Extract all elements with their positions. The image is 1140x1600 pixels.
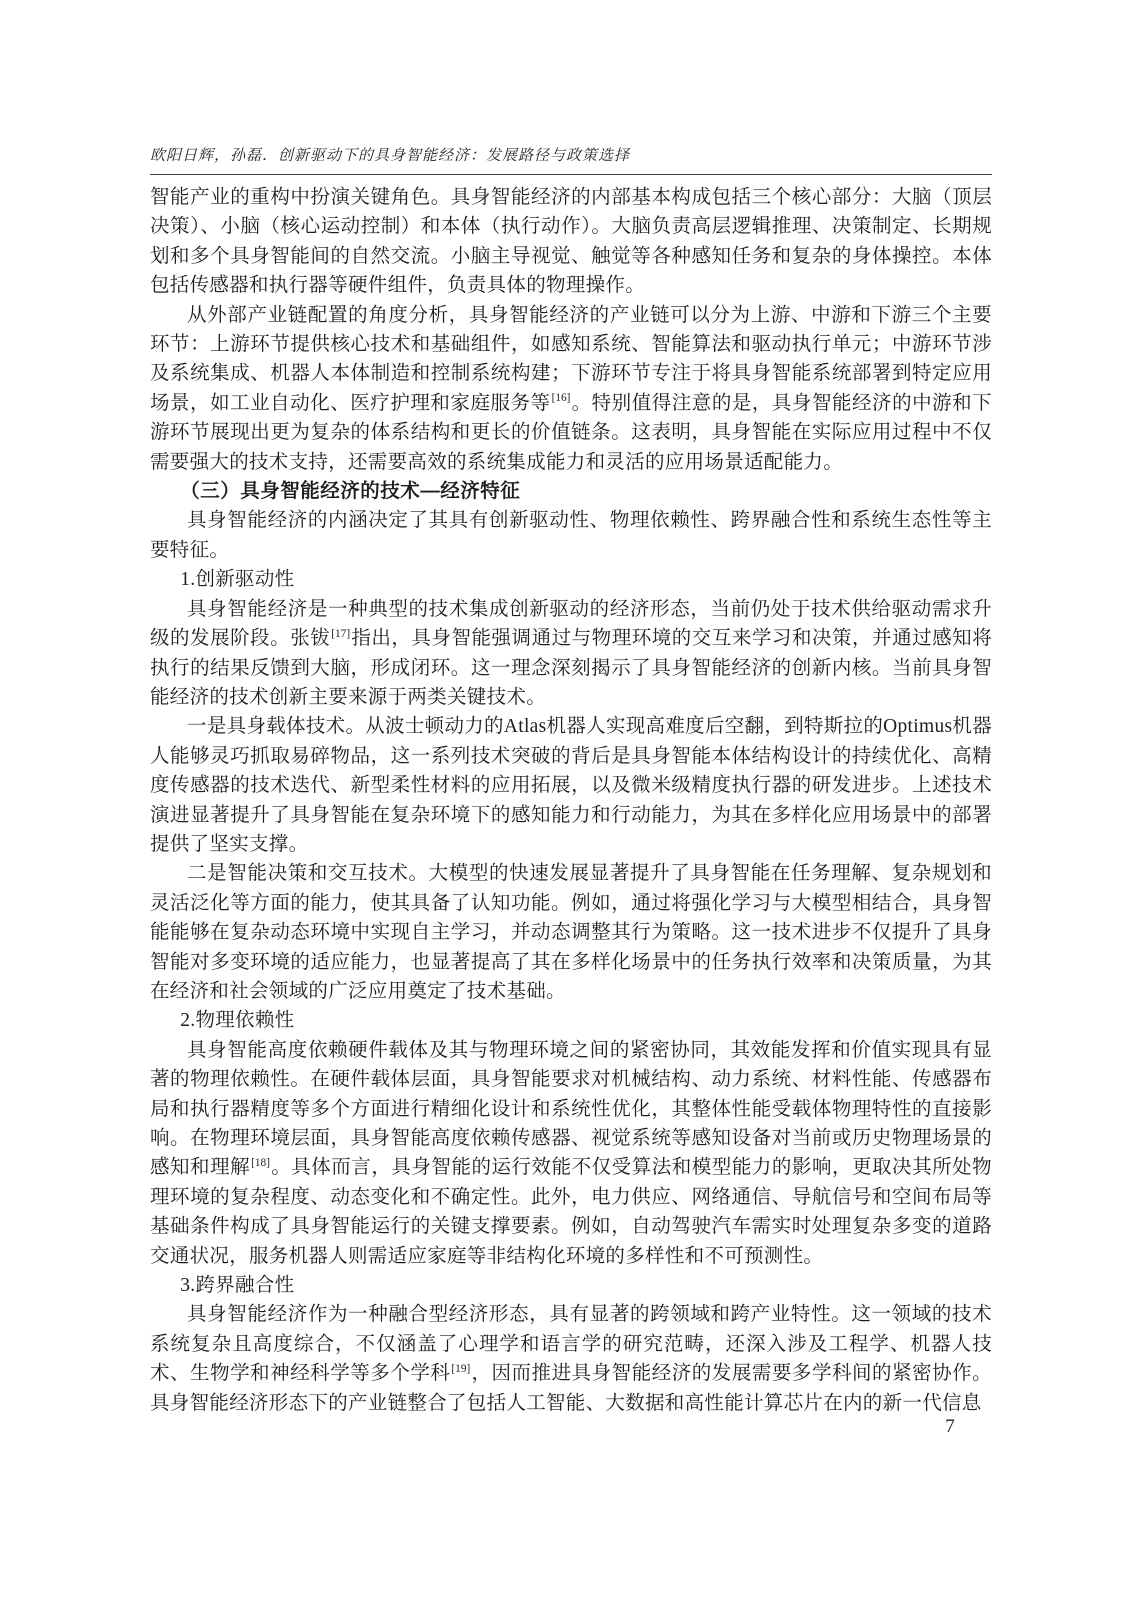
text-run: 具身智能经济作为一种融合型经济形态，具有显著的跨领域和跨产业特性。这一领域的技术系统复杂且高度综合，不仅涵盖了心理学和语言学的研究范畴，还深入涉及工程学、机器人技术、生物学和神经科学等多个学科 bbox=[150, 1304, 992, 1385]
citation-ref: [16] bbox=[551, 392, 571, 405]
article-body bbox=[150, 183, 992, 1418]
text-run: ，因而推进具身智能经济的发展需要多学科间的紧密协作。具身智能经济形态下的产业链整合了包括人工智能、大数据和高性能计算芯片在内的新一代信息 bbox=[150, 1363, 992, 1414]
running-head-text: 欧阳日辉，孙磊．创新驱动下的具身智能经济：发展路径与政策选择 bbox=[150, 148, 631, 164]
paragraph bbox=[150, 183, 992, 301]
text-run: 一是具身载体技术。从波士顿动力的Atlas机器人实现高难度后空翻，到特斯拉的Optimus机器人能够灵巧抓取易碎物品，这一系列技术突破的背后是具身智能本体结构设计的持续优化、高精度传感器的技术迭代、新型柔性材料的应用拓展，以及微米级精度执行器的研发进步。上述技术演进显著提升了具身智能在复杂环境下的感知能力和行动能力，为其在多样化应用场景中的部署提供了坚实支撑。 bbox=[150, 716, 992, 855]
citation-ref: [19] bbox=[451, 1362, 471, 1375]
text-run: 2.物理依赖性 bbox=[180, 1010, 295, 1032]
running-head bbox=[150, 144, 992, 175]
numbered-subheading bbox=[150, 1271, 992, 1300]
paragraph bbox=[150, 301, 992, 477]
paragraph bbox=[150, 1036, 992, 1271]
numbered-subheading bbox=[150, 1006, 992, 1035]
text-run: 智能产业的重构中扮演关键角色。具身智能经济的内部基本构成包括三个核心部分：大脑（顶层决策）、小脑（核心运动控制）和本体（执行动作）。大脑负责高层逻辑推理、决策制定、长期规划和多个具身智能间的自然交流。小脑主导视觉、触觉等各种感知任务和复杂的身体操控。本体包括传感器和执行器等硬件组件，负责具体的物理操作。 bbox=[150, 187, 992, 297]
text-run: 具身智能高度依赖硬件载体及其与物理环境之间的紧密协同，其效能发挥和价值实现具有显著的物理依赖性。在硬件载体层面，具身智能要求对机械结构、动力系统、材料性能、传感器布局和执行器精度等多个方面进行精细化设计和系统性优化，其整体性能受载体物理特性的直接影响。在物理环境层面，具身智能高度依赖传感器、视觉系统等感知设备对当前或历史物理场景的感知和理解 bbox=[150, 1039, 992, 1179]
paragraph bbox=[150, 712, 992, 859]
text-run: 3.跨界融合性 bbox=[180, 1275, 295, 1297]
text-run: 具身智能经济是一种典型的技术集成创新驱动的经济形态，当前仍处于技术供给驱动需求升级的发展阶段。张钹 bbox=[150, 598, 992, 650]
numbered-subheading bbox=[150, 565, 992, 594]
section-heading bbox=[150, 477, 992, 506]
page-number: 7 bbox=[945, 1416, 955, 1437]
text-run: 从外部产业链配置的角度分析，具身智能经济的产业链可以分为上游、中游和下游三个主要环节：上游环节提供核心技术和基础组件，如感知系统、智能算法和驱动执行单元；中游环节涉及系统集成、机器人本体制造和控制系统构建；下游环节专注于将具身智能系统部署到特定应用场景，如工业自动化、医疗护理和家庭服务等 bbox=[150, 304, 992, 414]
text-run: 1.创新驱动性 bbox=[180, 569, 295, 591]
paragraph bbox=[150, 595, 992, 713]
text-run: 指出，具身智能强调通过与物理环境的交互来学习和决策，并通过感知将执行的结果反馈到大脑，形成闭环。这一理念深刻揭示了具身智能经济的创新内核。当前具身智能经济的技术创新主要来源于两类关键技术。 bbox=[150, 628, 992, 708]
text-run: 二是智能决策和交互技术。大模型的快速发展显著提升了具身智能在任务理解、复杂规划和灵活泛化等方面的能力，使其具备了认知功能。例如，通过将强化学习与大模型相结合，具身智能能够在复杂动态环境中实现自主学习，并动态调整其行为策略。这一技术进步不仅提升了具身智能对多变环境的适应能力，也显著提高了其在多样化场景中的任务执行效率和决策质量，为其在经济和社会领域的广泛应用奠定了技术基础。 bbox=[150, 863, 992, 1002]
citation-ref: [17] bbox=[331, 627, 351, 640]
text-run: 。具体而言，具身智能的运行效能不仅受算法和模型能力的影响，更取决其所处物理环境的复杂程度、动态变化和不确定性。此外，电力供应、网络通信、导航信号和空间布局等基础条件构成了具身智能运行的关键支撑要素。例如，自动驾驶汽车需实时处理复杂多变的道路交通状况，服务机器人则需适应家庭等非结构化环境的多样性和不可预测性。 bbox=[150, 1157, 992, 1267]
paragraph bbox=[150, 506, 992, 565]
paragraph bbox=[150, 859, 992, 1006]
text-run: 具身智能经济的内涵决定了其具有创新驱动性、物理依赖性、跨界融合性和系统生态性等主要特征。 bbox=[150, 510, 992, 561]
citation-ref: [18] bbox=[251, 1156, 270, 1169]
paragraph bbox=[150, 1300, 992, 1418]
text-run: 。特别值得注意的是，具身智能经济的中游和下游环节展现出更为复杂的体系结构和更长的价值链条。这表明，具身智能在实际应用过程中不仅需要强大的技术支持，还需要高效的系统集成能力和灵活的应用场景适配能力。 bbox=[150, 392, 992, 473]
text-run: （三）具身智能经济的技术—经济特征 bbox=[180, 480, 521, 503]
